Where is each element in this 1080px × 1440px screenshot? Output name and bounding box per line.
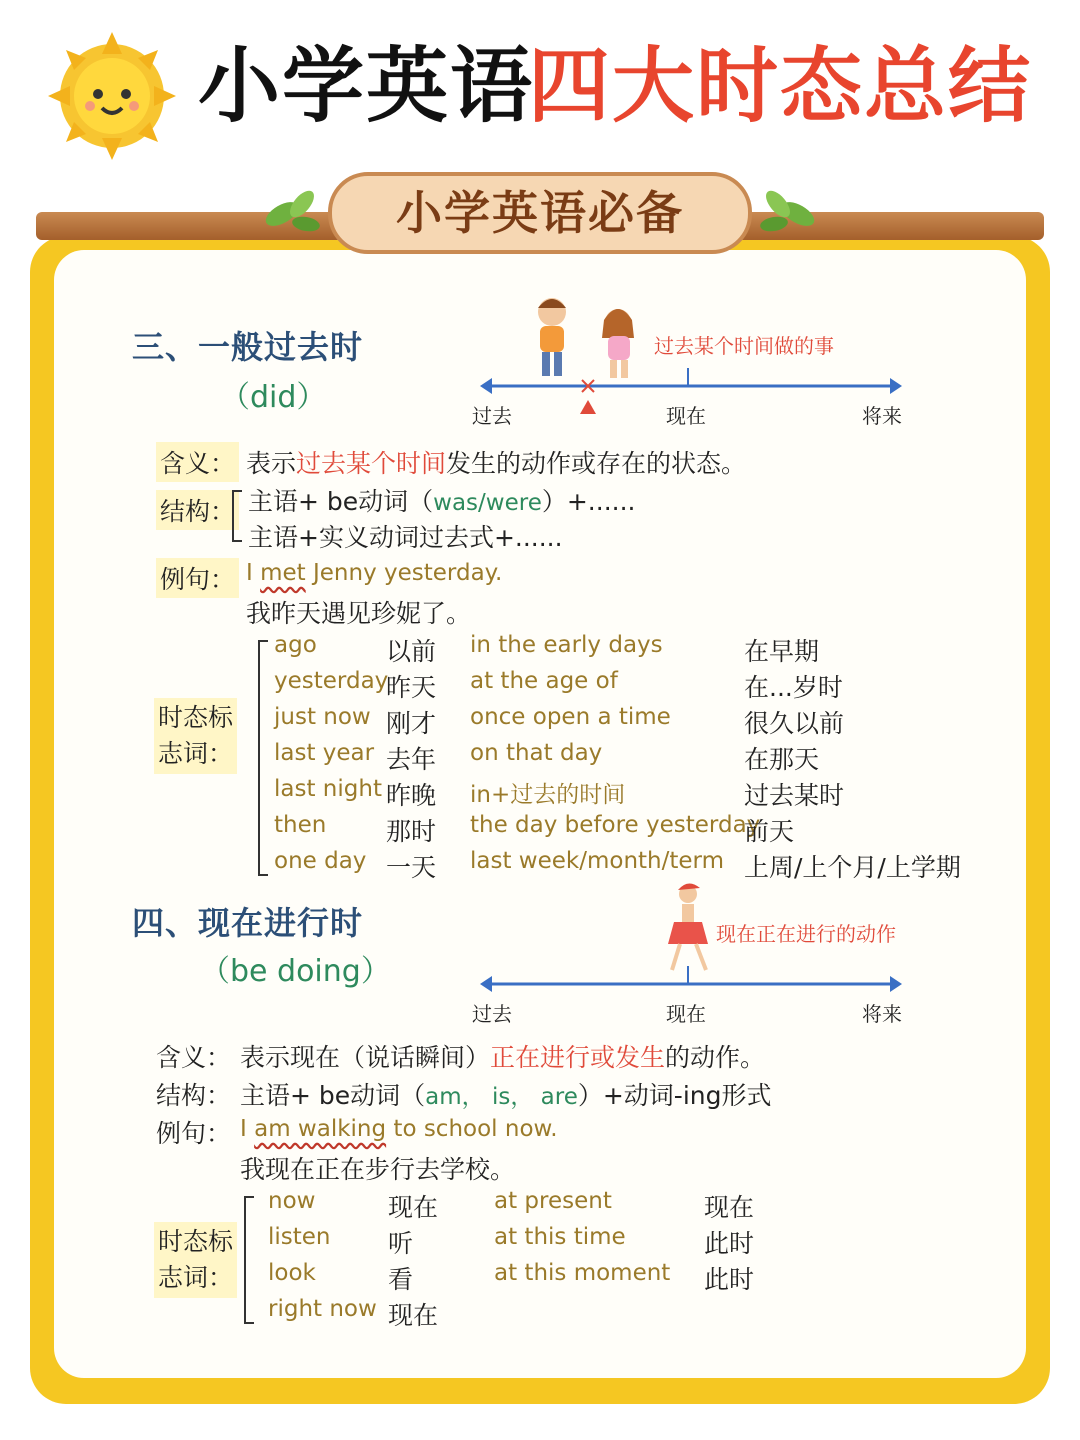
marker-en: last year <box>274 740 375 766</box>
marker-en-phrase: on that day <box>470 740 603 766</box>
section4-form: （be doing） <box>200 954 391 989</box>
structure-line-1: 主语+ be动词（was/were）+...... <box>248 487 636 516</box>
meaning-label: 含义： <box>156 1043 232 1072</box>
marker-cn: 现在 <box>388 1301 439 1330</box>
marker-en-phrase: last week/month/term <box>470 848 724 874</box>
marker-cn-phrase: 在早期 <box>744 637 820 666</box>
marker-en-phrase: at this time <box>494 1224 626 1250</box>
markers-label: 时态标 志词： <box>154 698 237 774</box>
marker-cn: 昨天 <box>386 673 437 702</box>
markers-bracket <box>258 640 268 876</box>
timeline-past-label: 过去 <box>472 404 512 428</box>
marker-cn-phrase: 此时 <box>704 1265 755 1294</box>
children-illustration <box>538 298 634 378</box>
timeline-caption: 过去某个时间做的事 <box>654 334 834 358</box>
meaning-label: 含义： <box>156 442 239 482</box>
meaning-text: 表示过去某个时间发生的动作或存在的状态。 <box>246 449 747 478</box>
example-chinese: 我现在正在步行去学校。 <box>240 1155 516 1184</box>
marker-cn-phrase: 前天 <box>744 817 795 846</box>
marker-en: yesterday <box>274 668 389 694</box>
marker-cn: 一天 <box>386 853 437 882</box>
example-label: 例句： <box>156 1119 232 1148</box>
marker-cn-phrase: 此时 <box>704 1229 755 1258</box>
marker-cn-phrase: 过去某时 <box>744 781 845 810</box>
marker-en: right now <box>268 1296 377 1322</box>
timeline-now-label: 现在 <box>666 404 706 428</box>
marker-cn: 去年 <box>386 745 437 774</box>
marker-cn-phrase: 很久以前 <box>744 709 845 738</box>
meaning-text: 表示现在（说话瞬间）正在进行或发生的动作。 <box>240 1043 766 1072</box>
marker-en: one day <box>274 848 367 874</box>
marker-en: then <box>274 812 327 838</box>
leaf-icon <box>262 180 322 240</box>
section3-title: 三、一般过去时 <box>132 328 364 366</box>
subtitle-sign <box>328 172 752 254</box>
marker-cn: 刚才 <box>386 709 437 738</box>
marker-en-phrase: the day before yesterday <box>470 812 761 838</box>
marker-en: now <box>268 1188 316 1214</box>
timeline-now-label: 现在 <box>666 1002 706 1026</box>
marker-en: listen <box>268 1224 331 1250</box>
marker-cn: 以前 <box>386 637 437 666</box>
page-title-highlight: 四大时态总结 <box>528 39 1033 134</box>
structure-line-2: 主语+实义动词过去式+...... <box>248 523 563 552</box>
marker-cn: 听 <box>388 1229 414 1258</box>
section4-title: 四、现在进行时 <box>132 904 364 942</box>
marker-en-phrase: once open a time <box>470 704 671 730</box>
marker-en: ago <box>274 632 317 658</box>
timeline-future-label: 将来 <box>862 404 902 428</box>
example-chinese: 我昨天遇见珍妮了。 <box>246 599 472 628</box>
markers-bracket <box>244 1196 254 1324</box>
marker-cn: 看 <box>388 1265 414 1294</box>
marker-en: last night <box>274 776 382 802</box>
example-english: I met Jenny yesterday. <box>246 560 503 586</box>
timeline-past-label: 过去 <box>472 1002 512 1026</box>
girl-illustration <box>668 883 708 970</box>
subtitle-text: 小学英语必备 <box>396 186 684 240</box>
structure-line: 主语+ be动词（am， is， are）+动词-ing形式 <box>240 1081 772 1110</box>
marker-en-phrase: at present <box>494 1188 612 1214</box>
marker-cn-phrase: 上周/上个月/上学期 <box>744 853 961 882</box>
marker-cn: 昨晚 <box>386 781 437 810</box>
structure-label: 结构： <box>156 1081 232 1110</box>
page-title-main: 小学英语 <box>198 39 535 134</box>
marker-en: look <box>268 1260 316 1286</box>
sun-icon <box>48 32 176 160</box>
marker-en-phrase: in the early days <box>470 632 663 658</box>
timeline-future-label: 将来 <box>862 1002 902 1026</box>
leaf-icon <box>758 180 818 240</box>
marker-en-phrase: in+过去的时间 <box>470 782 626 808</box>
structure-bracket <box>232 490 242 542</box>
timeline-caption: 现在正在进行的动作 <box>716 922 896 946</box>
example-label: 例句： <box>156 558 239 598</box>
marker-cn-phrase: 现在 <box>704 1193 755 1222</box>
marker-cn-phrase: 在...岁时 <box>744 673 843 702</box>
marker-en-phrase: at the age of <box>470 668 618 694</box>
marker-cn: 现在 <box>388 1193 439 1222</box>
markers-label: 时态标 志词： <box>154 1222 237 1298</box>
marker-cn: 那时 <box>386 817 437 846</box>
structure-label: 结构： <box>156 490 239 530</box>
marker-en-phrase: at this moment <box>494 1260 671 1286</box>
example-english: I am walking to school now. <box>240 1116 558 1142</box>
section3-form: （did） <box>220 380 327 415</box>
marker-en: just now <box>274 704 371 730</box>
marker-cn-phrase: 在那天 <box>744 745 820 774</box>
